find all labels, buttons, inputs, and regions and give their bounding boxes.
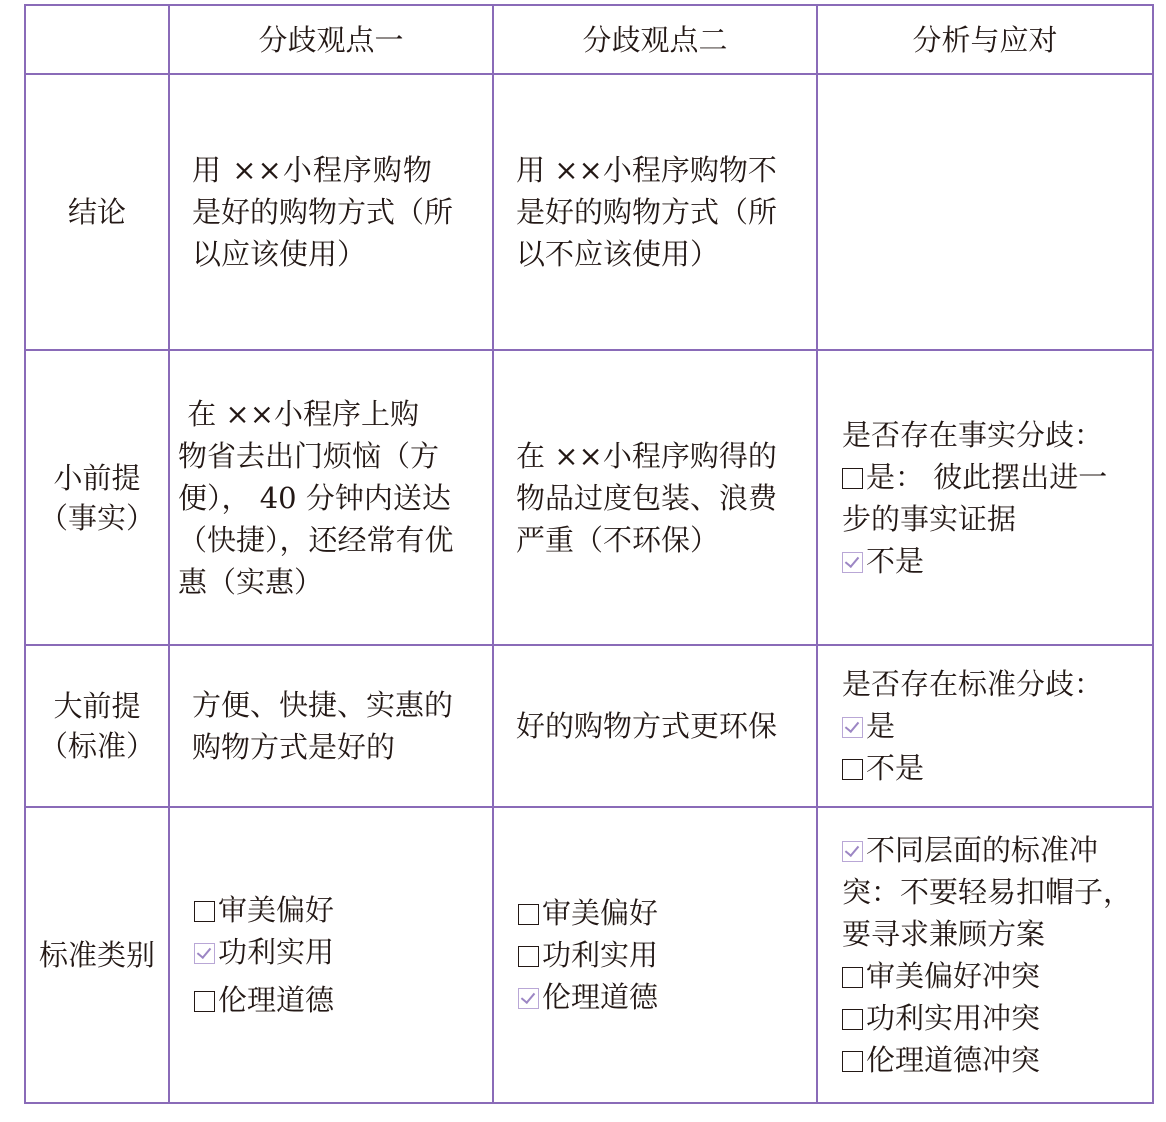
- cell-minor-premise-analysis: [817, 350, 1153, 645]
- text-line: 严重（不环保）: [516, 522, 720, 557]
- checkbox-checked-icon[interactable]: [842, 552, 863, 573]
- cell-minor-premise-view2: [493, 350, 817, 645]
- cell-standard-type-view1: [169, 807, 493, 1103]
- row-label-conclusion: [25, 74, 169, 350]
- text-line: 好的购物方式更环保: [516, 709, 778, 743]
- text-line: 购物方式是好的: [192, 730, 396, 764]
- row-label-line: （标准）: [38, 729, 155, 763]
- checkbox-checked-icon[interactable]: [842, 841, 863, 862]
- cell-major-premise-analysis: [817, 645, 1153, 807]
- option-ethical[interactable]: [194, 979, 478, 1021]
- header-corner: [25, 5, 169, 74]
- argument-analysis-table: [24, 4, 1154, 1104]
- option-label: 功利实用: [542, 938, 659, 972]
- option-label-continued: 突：不要轻易扣帽子，: [842, 875, 1133, 909]
- cell-standard-type-view2: [493, 807, 817, 1103]
- option-label: 不是: [866, 751, 925, 785]
- text-line: 惠（实惠）: [178, 564, 324, 599]
- option-label: 不是: [866, 543, 925, 578]
- cell-major-premise-view2: [493, 645, 817, 807]
- checkbox-unchecked-icon[interactable]: [518, 904, 539, 925]
- option-aesthetic[interactable]: [518, 892, 802, 934]
- option-label: 功利实用冲突: [866, 1001, 1041, 1035]
- cell-standard-type-analysis: [817, 807, 1153, 1103]
- option-label: 是： 彼此摆出进一: [866, 459, 1108, 494]
- option-ethical[interactable]: [518, 976, 802, 1018]
- checkbox-checked-icon[interactable]: [842, 717, 863, 738]
- cell-major-premise-view1: [169, 645, 493, 807]
- checkbox-checked-icon[interactable]: [518, 988, 539, 1009]
- checkbox-unchecked-icon[interactable]: [842, 1051, 863, 1072]
- checkbox-unchecked-icon[interactable]: [842, 759, 863, 780]
- option-utilitarian[interactable]: [518, 934, 802, 976]
- checkbox-unchecked-icon[interactable]: [842, 967, 863, 988]
- table-row-conclusion: [25, 74, 1153, 350]
- checkbox-unchecked-icon[interactable]: [194, 991, 215, 1012]
- text-line: 是好的购物方式（所: [192, 195, 454, 229]
- text-line: 物品过度包装、浪费: [516, 480, 778, 515]
- analysis-title: 是否存在事实分歧：: [842, 417, 1104, 452]
- option-yes[interactable]: [842, 456, 1140, 498]
- option-aesthetic-conflict[interactable]: [842, 955, 1142, 997]
- analysis-title: 是否存在标准分歧：: [842, 667, 1104, 701]
- checkbox-unchecked-icon[interactable]: [194, 901, 215, 922]
- table-row-major-premise: [25, 645, 1153, 807]
- text-line: （快捷），还经常有优: [178, 522, 454, 557]
- table-row-minor-premise: [25, 350, 1153, 645]
- text-line: 以不应该使用）: [516, 237, 720, 271]
- row-label-line: 大前提: [53, 689, 141, 723]
- header-view2: 分歧观点二: [493, 5, 817, 74]
- option-label: 伦理道德: [542, 980, 659, 1014]
- header-analysis: 分析与应对: [817, 5, 1153, 74]
- option-yes[interactable]: [842, 705, 1140, 747]
- text-line: 是好的购物方式（所: [516, 195, 778, 229]
- row-label-line: 标准类别: [38, 938, 155, 972]
- text-line: 用 ××小程序购物不: [516, 153, 777, 187]
- cell-conclusion-analysis: [817, 74, 1153, 350]
- text-line: 在 ××小程序上购: [178, 396, 420, 431]
- text-line: 便）， 40 分钟内送达: [178, 480, 451, 515]
- option-utilitarian-conflict[interactable]: [842, 997, 1142, 1039]
- row-label-line: （事实）: [38, 500, 155, 535]
- option-label-continued: 步的事实证据: [842, 501, 1017, 536]
- option-label: 审美偏好: [218, 893, 335, 927]
- row-label-standard-type: [25, 807, 169, 1103]
- option-utilitarian[interactable]: [194, 931, 478, 973]
- cell-conclusion-view1: [169, 74, 493, 350]
- option-label: 审美偏好: [542, 896, 659, 930]
- option-label-continued: 要寻求兼顾方案: [842, 917, 1046, 951]
- cell-conclusion-view2: [493, 74, 817, 350]
- option-no[interactable]: [842, 747, 1140, 789]
- text-line: 用 ××小程序购物: [192, 153, 433, 187]
- row-label-line: 小前提: [53, 460, 141, 495]
- text-line: 以应该使用）: [192, 237, 367, 271]
- row-label-minor-premise: [25, 350, 169, 645]
- option-no[interactable]: [842, 540, 1140, 582]
- checkbox-unchecked-icon[interactable]: [842, 468, 863, 489]
- cell-minor-premise-view1: [169, 350, 493, 645]
- row-label-line: 结论: [67, 195, 126, 229]
- option-label: 不同层面的标准冲: [866, 833, 1099, 867]
- table-row-standard-type: [25, 807, 1153, 1103]
- row-label-major-premise: [25, 645, 169, 807]
- checkbox-unchecked-icon[interactable]: [842, 1009, 863, 1030]
- checkbox-unchecked-icon[interactable]: [518, 946, 539, 967]
- option-different-levels[interactable]: [842, 829, 1142, 871]
- text-line: 在 ××小程序购得的: [516, 438, 777, 473]
- option-label: 是: [866, 709, 896, 743]
- option-label: 审美偏好冲突: [866, 959, 1041, 993]
- option-aesthetic[interactable]: [194, 889, 478, 931]
- option-label: 功利实用: [218, 935, 335, 969]
- header-view1: 分歧观点一: [169, 5, 493, 74]
- text-line: 物省去出门烦恼（方: [178, 438, 440, 473]
- text-line: 方便、快捷、实惠的: [192, 688, 454, 722]
- option-ethical-conflict[interactable]: [842, 1039, 1142, 1081]
- option-label: 伦理道德冲突: [866, 1043, 1041, 1077]
- header-row: [25, 5, 1153, 74]
- checkbox-checked-icon[interactable]: [194, 943, 215, 964]
- option-label: 伦理道德: [218, 983, 335, 1017]
